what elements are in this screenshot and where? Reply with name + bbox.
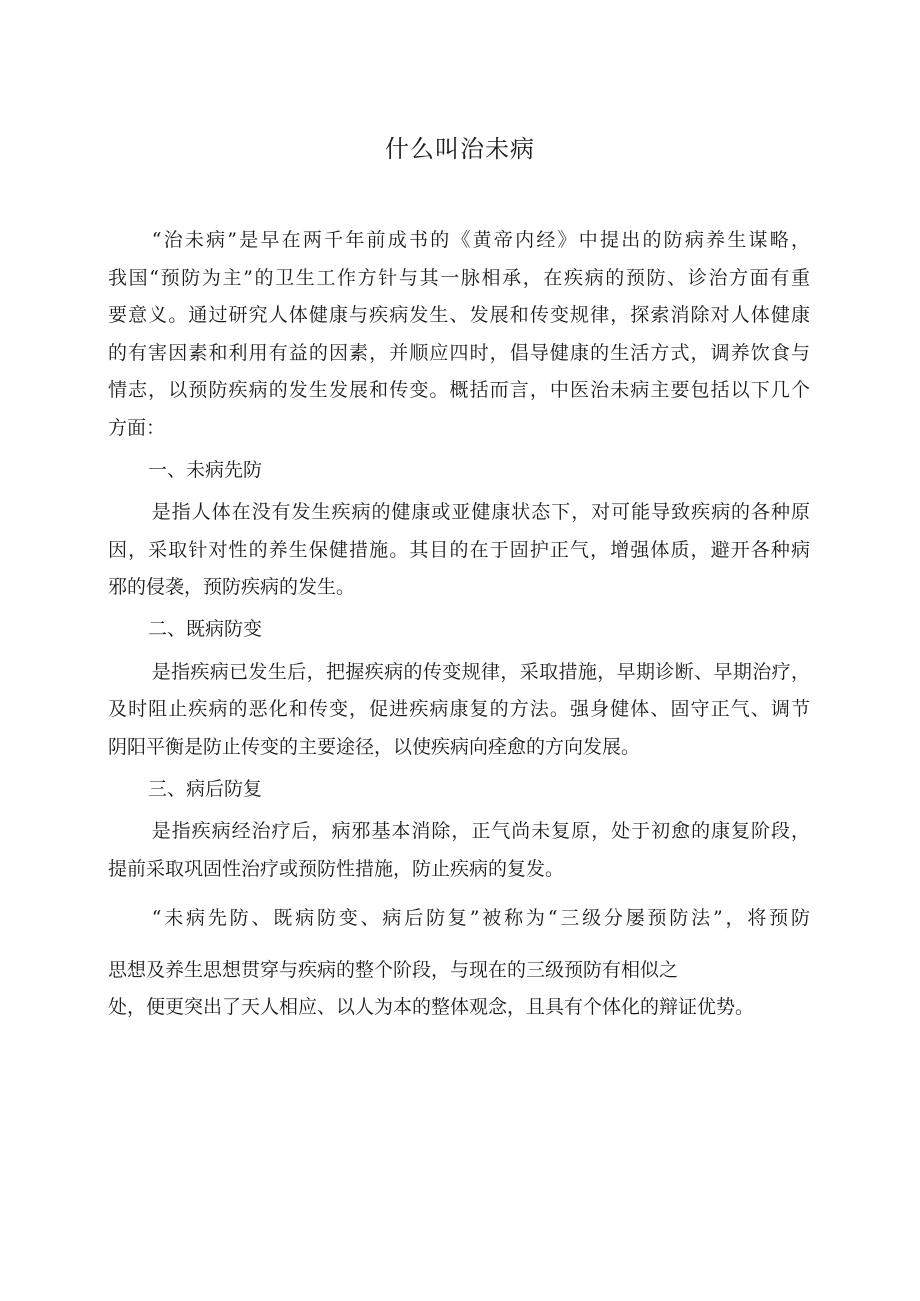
section-line: 及时阻止疾病的恶化和传变，促进疾病康复的方法。强身健体、固守正气、调节 (108, 698, 810, 720)
section-heading: 一、未病先防 (148, 458, 263, 481)
section-line: 邪的侵袭，预防疾病的发生。 (108, 576, 356, 598)
section-line: 是指人体在没有发生疾病的健康或亚健康状态下，对可能导致疾病的各种原 (151, 501, 810, 523)
section-line: 因，采取针对性的养生保健措施。其目的在于固护正气，增强体质，避开各种病 (108, 538, 810, 561)
intro-line: 的有害因素和利用有益的因素，并顺应四时，倡导健康的生活方式，调养饮食与 (108, 341, 810, 364)
intro-line: 我国“预防为主”的卫生工作方针与其一脉相承，在疾病的预防、诊治方面有重 (108, 266, 810, 289)
conclusion-line: 处，便更突出了天人相应、以人为本的整体观念，且具有个体化的辩证优势。 (108, 996, 755, 1018)
intro-line: “治未病”是早在两千年前成书的《黄帝内经》中提出的防病养生谋略， (151, 229, 810, 251)
section-heading: 二、既病防变 (148, 618, 263, 641)
intro-line: 要意义。通过研究人体健康与疾病发生、发展和传变规律，探索消除对人体健康 (108, 304, 810, 326)
conclusion-line: “未病先防、既病防变、病后防复”被称为“三级分屡预防法”，将预防 (151, 907, 810, 929)
section-line: 阴阳平衡是防止传变的主要途径，以使疾病向痊愈的方向发展。 (108, 735, 641, 758)
page-title: 什么叫治未病 (385, 135, 535, 163)
intro-paragraph (108, 222, 810, 447)
section-line: 是指疾病经治疗后，病邪基本消除，正气尚未复原，处于初愈的康复阶段， (151, 820, 810, 842)
document-body (108, 222, 810, 1027)
conclusion-line: 思想及养生思想贯穿与疾病的整个阶段，与现在的三级预防有相似之 (108, 958, 679, 981)
section-heading: 三、病后防复 (148, 777, 263, 800)
section-line: 提前采取巩固性治疗或预防性措施，防止疾病的复发。 (108, 857, 565, 880)
section-paragraph (108, 813, 810, 888)
section-paragraph (108, 494, 810, 607)
intro-line: 方面： (108, 416, 166, 439)
intro-line: 情志，以预防疾病的发生发展和传变。概括而言，中医治未病主要包括以下几个 (108, 379, 810, 401)
section-line: 是指疾病已发生后，把握疾病的传变规律，采取措施，早期诊断、早期治疗， (151, 660, 810, 683)
conclusion-paragraph (108, 900, 810, 1027)
paragraph-spacer (108, 888, 810, 900)
section-paragraph (108, 654, 810, 767)
